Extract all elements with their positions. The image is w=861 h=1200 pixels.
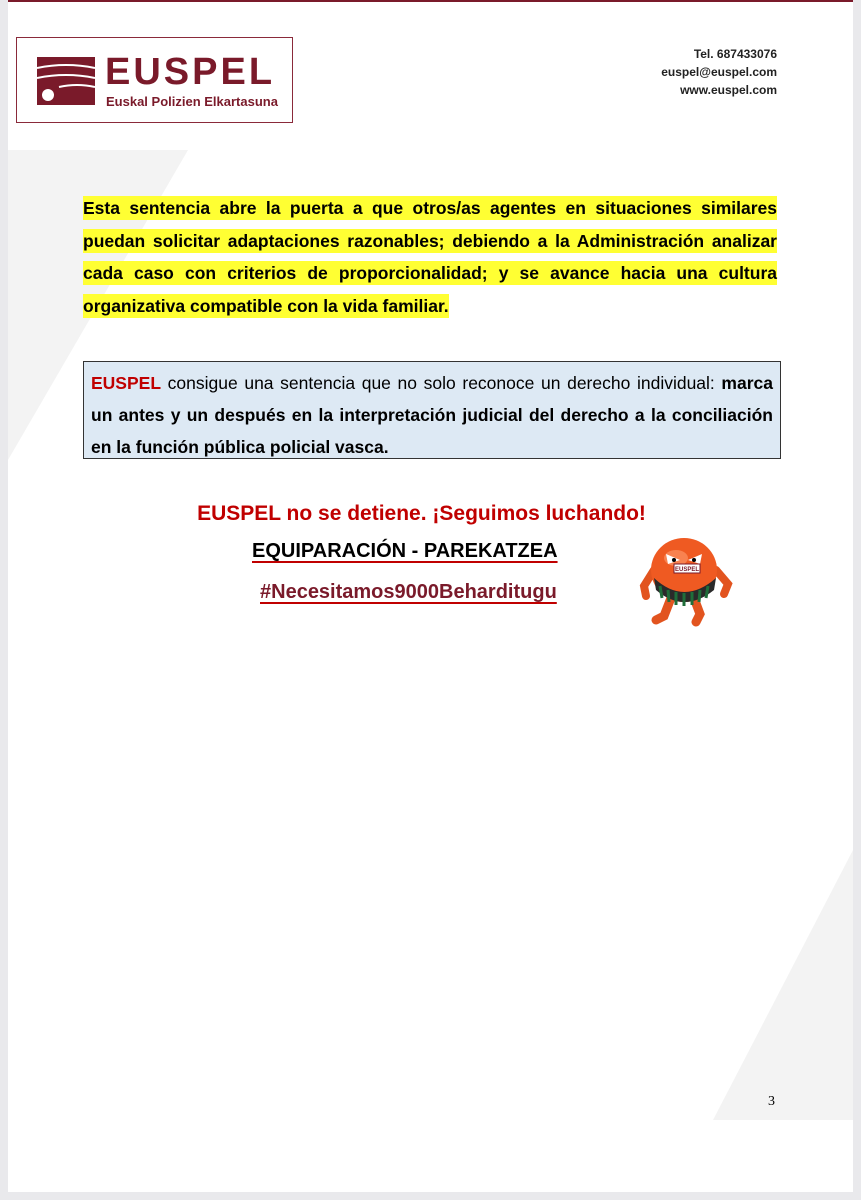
logo-subtitle: Euskal Polizien Elkartasuna: [106, 94, 278, 109]
hashtag: #Necesitamos9000Beharditugu: [260, 581, 557, 603]
equiparacion-heading: EQUIPARACIÓN - PAREKATZEA: [252, 540, 558, 562]
highlighted-paragraph: [83, 192, 777, 322]
logo-box: [16, 37, 293, 123]
document-page: [8, 0, 853, 1192]
logo-name: EUSPEL: [105, 51, 276, 93]
summary-box: [83, 361, 781, 459]
contact-block: [661, 45, 777, 99]
euspel-logo-icon: [37, 57, 95, 105]
page-number: 3: [768, 1094, 775, 1109]
summary-box-normal-text: consigue una sentencia que no solo reconoce un derecho individual:: [161, 373, 722, 393]
summary-box-lead: EUSPEL: [91, 373, 162, 393]
top-border-line: [8, 0, 853, 2]
slogan: EUSPEL no se detiene. ¡Seguimos luchando!: [197, 502, 646, 525]
mascot-image: [636, 528, 736, 628]
contact-website: www.euspel.com: [680, 83, 777, 97]
contact-phone: Tel. 687433076: [693, 47, 777, 61]
summary-box-bold-text: marca un antes y un después en la interpretación judicial del derecho a la conciliación en la función pública policial vasca.: [91, 373, 773, 457]
contact-email: euspel@euspel.com: [661, 65, 777, 79]
decorative-triangle-right: [713, 850, 853, 1120]
mascot-badge-label: EUSPEL: [674, 567, 700, 573]
highlighted-text: Esta sentencia abre la puerta a que otros/as agentes en situaciones similares puedan solicitar adaptaciones razonables; debiendo a la Administración analizar cada caso con criterios de proporcionalidad; y se avance hacia una cultura organizativa compatible con la vida familiar.: [83, 198, 777, 316]
